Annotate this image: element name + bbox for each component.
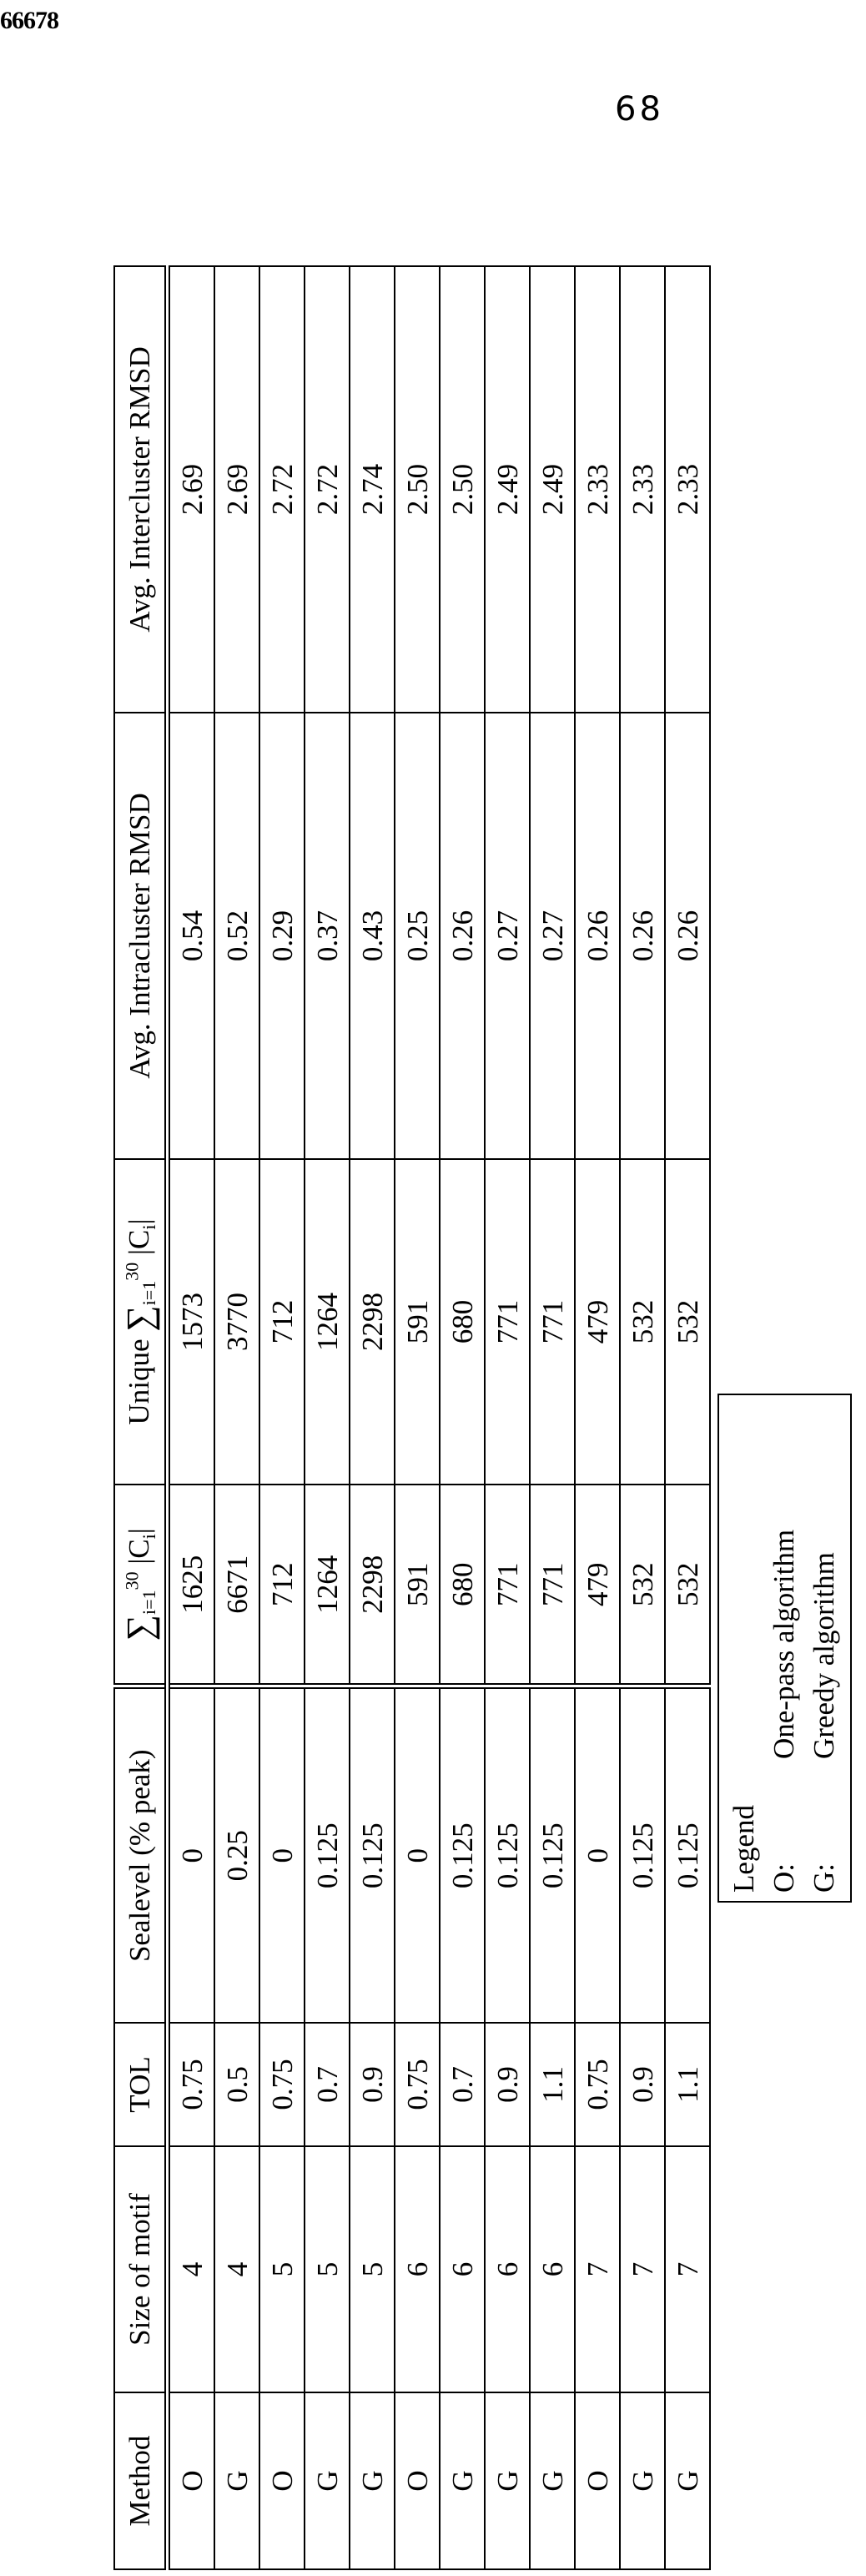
cell-intercluster-rmsd: 2.33 (575, 266, 620, 713)
cell-size-of-motif: 5 (259, 2146, 305, 2392)
results-table-rotated (113, 267, 708, 2570)
cell-tol: 0.7 (440, 2023, 485, 2146)
cell-sum-cluster-sizes: 1264 (305, 1485, 350, 1686)
cell-sum-cluster-sizes: 680 (440, 1485, 485, 1686)
cell-method: G (485, 2392, 530, 2569)
cell-intercluster-rmsd: 2.49 (485, 266, 530, 713)
cell-sealevel: 0.125 (305, 1686, 350, 2023)
page-number: 68 (615, 90, 664, 129)
cell-method: G (305, 2392, 350, 2569)
header-method: Method (114, 2392, 168, 2569)
cell-intercluster-rmsd: 2.50 (395, 266, 440, 713)
results-table (113, 265, 711, 2570)
cell-size-of-motif: 6 (395, 2146, 440, 2392)
cell-intracluster-rmsd: 0.37 (305, 713, 350, 1159)
cell-method: G (440, 2392, 485, 2569)
cell-sealevel: 0 (259, 1686, 305, 2023)
cell-intercluster-rmsd: 2.69 (168, 266, 215, 713)
cell-unique-sum: 680 (440, 1159, 485, 1485)
table-row (259, 266, 305, 2569)
cell-intracluster-rmsd: 0.27 (485, 713, 530, 1159)
cell-intercluster-rmsd: 2.50 (440, 266, 485, 713)
table-row (214, 266, 259, 2569)
table-header-row (114, 266, 168, 2569)
cell-method: O (395, 2392, 440, 2569)
header-sealevel: Sealevel (% peak) (114, 1686, 168, 2023)
cell-sum-cluster-sizes: 6671 (214, 1485, 259, 1686)
cell-tol: 0.5 (214, 2023, 259, 2146)
cell-intracluster-rmsd: 0.43 (350, 713, 395, 1159)
cell-method: O (575, 2392, 620, 2569)
cell-sealevel: 0 (168, 1686, 215, 2023)
table-row (575, 266, 620, 2569)
cell-intercluster-rmsd: 2.72 (259, 266, 305, 713)
cell-sealevel: 0 (575, 1686, 620, 2023)
cell-unique-sum: 479 (575, 1159, 620, 1485)
cell-method: G (620, 2392, 665, 2569)
table-row (440, 266, 485, 2569)
cell-size-of-motif: 5 (305, 2146, 350, 2392)
cell-sum-cluster-sizes: 591 (395, 1485, 440, 1686)
cell-intracluster-rmsd: 0.26 (665, 713, 710, 1159)
cell-sum-cluster-sizes: 532 (620, 1485, 665, 1686)
document-number: 66678 (0, 7, 58, 35)
sum-term-index: i (138, 1225, 159, 1230)
legend-title: Legend (724, 1805, 764, 1893)
cell-size-of-motif: 6 (440, 2146, 485, 2392)
cell-tol: 0.9 (485, 2023, 530, 2146)
cell-sealevel: 0.125 (530, 1686, 575, 2023)
cell-size-of-motif: 6 (530, 2146, 575, 2392)
cell-intracluster-rmsd: 0.27 (530, 713, 575, 1159)
cell-intercluster-rmsd: 2.33 (620, 266, 665, 713)
cell-method: G (214, 2392, 259, 2569)
cell-tol: 1.1 (530, 2023, 575, 2146)
cell-method: O (259, 2392, 305, 2569)
cell-intracluster-rmsd: 0.26 (440, 713, 485, 1159)
cell-intercluster-rmsd: 2.33 (665, 266, 710, 713)
legend-item-greedy (804, 1400, 844, 1893)
cell-sealevel: 0.25 (214, 1686, 259, 2023)
sum-term-close: | (123, 1219, 155, 1225)
cell-tol: 0.7 (305, 2023, 350, 2146)
sum-upper-bound: 30 (121, 1263, 142, 1281)
cell-size-of-motif: 7 (575, 2146, 620, 2392)
cell-tol: 0.9 (620, 2023, 665, 2146)
cell-sum-cluster-sizes: 479 (575, 1485, 620, 1686)
sum-lower-bound: i=1 (138, 1281, 159, 1306)
cell-intercluster-rmsd: 2.69 (214, 266, 259, 713)
legend-key: G: (804, 1863, 844, 1893)
cell-unique-sum: 712 (259, 1159, 305, 1485)
table-row (530, 266, 575, 2569)
cell-unique-sum: 532 (620, 1159, 665, 1485)
cell-unique-sum: 771 (485, 1159, 530, 1485)
cell-sealevel: 0.125 (665, 1686, 710, 2023)
legend-box (717, 1394, 852, 1903)
cell-unique-sum: 1573 (168, 1159, 215, 1485)
legend-label: Greedy algorithm (804, 1552, 844, 1759)
table-row (168, 266, 215, 2569)
cell-sealevel: 0.125 (620, 1686, 665, 2023)
cell-sum-cluster-sizes: 1625 (168, 1485, 215, 1686)
cell-tol: 0.75 (168, 2023, 215, 2146)
sum-term-close: | (123, 1528, 155, 1534)
cell-size-of-motif: 5 (350, 2146, 395, 2392)
sum-lower-bound: i=1 (138, 1590, 159, 1615)
table-row (485, 266, 530, 2569)
cell-size-of-motif: 4 (214, 2146, 259, 2392)
cell-intracluster-rmsd: 0.52 (214, 713, 259, 1159)
unique-label: Unique (123, 1338, 155, 1424)
cell-unique-sum: 3770 (214, 1159, 259, 1485)
cell-intercluster-rmsd: 2.72 (305, 266, 350, 713)
cell-sealevel: 0 (395, 1686, 440, 2023)
legend-key: O: (764, 1863, 804, 1893)
cell-intracluster-rmsd: 0.26 (575, 713, 620, 1159)
cell-tol: 0.75 (259, 2023, 305, 2146)
cell-tol: 1.1 (665, 2023, 710, 2146)
sum-term: |C (123, 1539, 155, 1564)
cell-intracluster-rmsd: 0.29 (259, 713, 305, 1159)
cell-unique-sum: 532 (665, 1159, 710, 1485)
cell-intracluster-rmsd: 0.26 (620, 713, 665, 1159)
cell-intercluster-rmsd: 2.74 (350, 266, 395, 713)
cell-sealevel: 0.125 (440, 1686, 485, 2023)
cell-intercluster-rmsd: 2.49 (530, 266, 575, 713)
cell-sum-cluster-sizes: 771 (485, 1485, 530, 1686)
header-sum-cluster-sizes (114, 1485, 168, 1686)
cell-size-of-motif: 6 (485, 2146, 530, 2392)
sum-term: |C (123, 1230, 155, 1255)
table-row (395, 266, 440, 2569)
legend-label: One-pass algorithm (764, 1530, 804, 1759)
sum-term-index: i (138, 1534, 159, 1539)
cell-sealevel: 0.125 (350, 1686, 395, 2023)
header-intracluster-rmsd: Avg. Intracluster RMSD (114, 713, 168, 1159)
cell-unique-sum: 771 (530, 1159, 575, 1485)
cell-method: O (168, 2392, 215, 2569)
cell-sealevel: 0.125 (485, 1686, 530, 2023)
cell-intracluster-rmsd: 0.25 (395, 713, 440, 1159)
header-size-of-motif: Size of motif (114, 2146, 168, 2392)
cell-unique-sum: 2298 (350, 1159, 395, 1485)
cell-size-of-motif: 7 (665, 2146, 710, 2392)
cell-tol: 0.75 (575, 2023, 620, 2146)
cell-tol: 0.9 (350, 2023, 395, 2146)
header-intercluster-rmsd: Avg. Intercluster RMSD (114, 266, 168, 713)
sum-upper-bound: 30 (121, 1571, 142, 1590)
cell-sum-cluster-sizes: 2298 (350, 1485, 395, 1686)
header-unique-sum (114, 1159, 168, 1485)
sigma-symbol: ∑ (119, 1305, 160, 1331)
cell-size-of-motif: 7 (620, 2146, 665, 2392)
cell-sum-cluster-sizes: 712 (259, 1485, 305, 1686)
table-row (620, 266, 665, 2569)
cell-size-of-motif: 4 (168, 2146, 215, 2392)
cell-method: G (530, 2392, 575, 2569)
table-row (665, 266, 710, 2569)
table-row (305, 266, 350, 2569)
header-tol: TOL (114, 2023, 168, 2146)
cell-method: G (350, 2392, 395, 2569)
cell-intracluster-rmsd: 0.54 (168, 713, 215, 1159)
cell-sum-cluster-sizes: 771 (530, 1485, 575, 1686)
cell-method: G (665, 2392, 710, 2569)
table-row (350, 266, 395, 2569)
cell-tol: 0.75 (395, 2023, 440, 2146)
cell-unique-sum: 591 (395, 1159, 440, 1485)
cell-unique-sum: 1264 (305, 1159, 350, 1485)
cell-sum-cluster-sizes: 532 (665, 1485, 710, 1686)
legend-item-one-pass (764, 1400, 804, 1893)
sigma-symbol: ∑ (119, 1615, 160, 1641)
